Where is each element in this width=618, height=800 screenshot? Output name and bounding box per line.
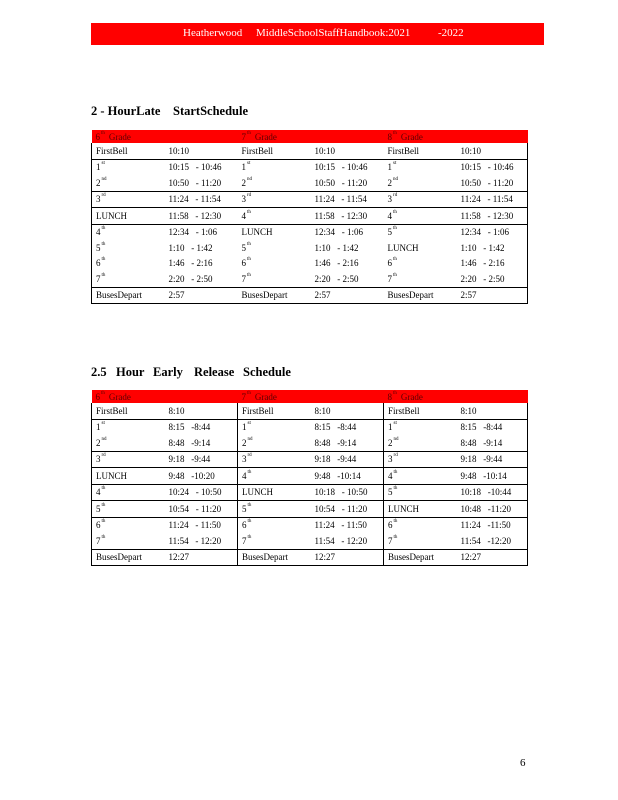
schedule-row <box>92 208 528 225</box>
schedule-row <box>92 451 528 468</box>
period-cell: LUNCH <box>387 242 419 253</box>
time-cell: 12:34 - 1:06 <box>457 224 528 240</box>
period-cell: LUNCH <box>92 468 165 485</box>
time-cell: 10:50 - 11:20 <box>457 175 528 191</box>
period-cell: 7th <box>387 272 397 284</box>
grade-header-cell: 8th Grade <box>384 130 528 143</box>
late-start-table <box>91 130 528 304</box>
period-cell: 1st <box>384 159 457 175</box>
period-cell: 3rd <box>92 451 165 468</box>
schedule-row <box>92 159 528 175</box>
time-cell: 8:15 -8:44 <box>165 419 238 435</box>
period-cell: BusesDepart <box>92 549 165 566</box>
period-cell: 1st <box>384 419 457 435</box>
schedule-row <box>92 403 528 419</box>
schedule-row <box>92 435 528 451</box>
time-cell: 2:20 - 2:50 <box>168 273 213 284</box>
time-cell: 9:18 -9:44 <box>165 451 238 468</box>
period-cell: 1st <box>238 419 311 435</box>
time-cell: 11:24 - 11:50 <box>311 517 384 533</box>
period-cell: 5th <box>384 224 457 240</box>
period-cell: 4th <box>92 484 165 501</box>
period-cell: 6th <box>92 256 165 272</box>
period-cell: 3rd <box>92 191 165 208</box>
period-cell: 6th <box>387 257 397 269</box>
header-school: Heatherwood <box>183 27 243 39</box>
header-year-end: -2022 <box>438 27 464 39</box>
period-cell: 7th <box>92 533 165 549</box>
time-cell: 11:58 - 12:30 <box>165 208 238 225</box>
period-cell: 7th <box>92 271 165 287</box>
period-cell: LUNCH <box>238 224 311 240</box>
period-cell: 4th <box>238 208 311 225</box>
period-cell: BusesDepart <box>384 287 457 304</box>
period-cell: 5th <box>92 501 165 518</box>
period-cell: 5th <box>92 240 165 256</box>
time-cell: 10:50 - 11:20 <box>314 177 368 188</box>
time-cell: 1:46 - 2:16 <box>168 258 213 269</box>
period-cell: 7th <box>384 533 457 549</box>
period-cell: 5th <box>238 501 311 518</box>
period-cell: 3rd <box>238 451 311 468</box>
period-cell: LUNCH <box>238 484 311 501</box>
period-cell: 4th <box>384 208 457 225</box>
time-cell: 10:18 - 10:50 <box>311 484 384 501</box>
schedule-row <box>92 419 528 435</box>
period-cell: BusesDepart <box>238 287 311 304</box>
grade-header-cell: 7th Grade <box>238 130 384 143</box>
period-cell: BusesDepart <box>92 287 165 304</box>
time-cell: 2:20 - 2:50 <box>314 273 359 284</box>
time-cell: 9:48 -10:14 <box>457 468 528 485</box>
schedule-row <box>92 549 528 566</box>
schedule-row <box>92 271 528 287</box>
time-cell: 8:48 -9:14 <box>168 437 211 448</box>
time-cell: 1:10 - 1:42 <box>457 240 528 256</box>
grade-header-cell: 7th Grade <box>238 390 384 403</box>
time-cell: 10:54 - 11:20 <box>311 501 384 518</box>
period-cell: 3rd <box>384 451 457 468</box>
time-cell: 2:20 - 2:50 <box>457 271 528 287</box>
schedule-row <box>92 256 528 272</box>
grade-header-cell: 6th Grade <box>92 390 238 403</box>
period-cell: LUNCH <box>384 501 457 518</box>
time-cell: 12:34 - 1:06 <box>311 224 384 240</box>
time-cell: 11:24 - 11:54 <box>311 191 384 208</box>
time-cell: 8:10 <box>314 405 331 416</box>
page-number: 6 <box>520 757 526 769</box>
time-cell: 10:54 - 11:20 <box>165 501 238 518</box>
early-release-table <box>91 390 528 566</box>
time-cell: 8:15 -8:44 <box>311 419 384 435</box>
time-cell: 2:57 <box>457 287 528 304</box>
time-cell: 8:48 -9:14 <box>314 437 357 448</box>
time-cell: 10:24 - 10:50 <box>165 484 238 501</box>
page-header <box>91 23 544 45</box>
grade-header-row <box>92 390 528 403</box>
schedule-row <box>92 533 528 549</box>
grade-header-cell: 6th Grade <box>92 130 238 143</box>
period-cell: LUNCH <box>92 208 165 225</box>
time-cell: 11:24 - 11:50 <box>165 517 238 533</box>
time-cell: 8:10 <box>168 405 185 416</box>
period-cell: 2nd <box>384 435 457 451</box>
period-cell: FirstBell <box>384 403 457 419</box>
time-cell: 9:18 -9:44 <box>457 451 528 468</box>
time-cell: 8:48 -9:14 <box>457 435 528 451</box>
period-cell: FirstBell <box>92 143 165 159</box>
period-cell: 2nd <box>238 435 311 451</box>
period-cell: BusesDepart <box>238 549 311 566</box>
schedule-row <box>92 501 528 518</box>
time-cell: 11:24 - 11:54 <box>165 191 238 208</box>
period-cell: 6th <box>92 517 165 533</box>
time-cell: 10:48 -11:20 <box>457 501 528 518</box>
time-cell: 11:58 - 12:30 <box>457 208 528 225</box>
period-cell: 1st <box>92 419 165 435</box>
period-cell: 7th <box>238 533 311 549</box>
time-cell: 12:27 <box>311 549 384 566</box>
period-cell: 1st <box>92 159 165 175</box>
time-cell: 11:54 - 12:20 <box>314 535 368 546</box>
time-cell: 10:10 <box>168 145 190 156</box>
schedule-row <box>92 484 528 501</box>
time-cell: 10:15 - 10:46 <box>165 159 238 175</box>
period-cell: 2nd <box>92 435 165 451</box>
period-cell: 3rd <box>384 191 457 208</box>
period-cell: 4th <box>92 224 165 240</box>
schedule-row <box>92 517 528 533</box>
time-cell: 10:10 <box>457 143 528 159</box>
period-cell: 2nd <box>387 176 399 188</box>
time-cell: 10:18 -10:44 <box>457 484 528 501</box>
period-cell: FirstBell <box>387 145 420 156</box>
time-cell: 1:46 - 2:16 <box>457 256 528 272</box>
schedule-row <box>92 287 528 304</box>
period-cell: 5th <box>384 484 457 501</box>
time-cell: 11:24 -11:50 <box>457 517 528 533</box>
time-cell: 2:57 <box>165 287 238 304</box>
time-cell: 10:10 <box>314 145 336 156</box>
time-cell: 2:57 <box>311 287 384 304</box>
time-cell: 10:15 - 10:46 <box>457 159 528 175</box>
period-cell: 2nd <box>241 176 253 188</box>
time-cell: 11:58 - 12:30 <box>311 208 384 225</box>
time-cell: 1:46 - 2:16 <box>314 258 359 269</box>
period-cell: 4th <box>384 468 457 485</box>
period-cell: FirstBell <box>92 403 165 419</box>
schedule-row <box>92 240 528 256</box>
time-cell: 1:10 - 1:42 <box>168 242 213 253</box>
time-cell: 8:10 <box>457 403 528 419</box>
schedule-row <box>92 224 528 240</box>
period-cell: 2nd <box>92 175 165 191</box>
time-cell: 12:27 <box>457 549 528 566</box>
time-cell: 12:34 - 1:06 <box>165 224 238 240</box>
time-cell: 9:48 -10:20 <box>165 468 238 485</box>
grade-header-row <box>92 130 528 143</box>
time-cell: 11:54 -12:20 <box>457 533 528 549</box>
period-cell: 1st <box>238 159 311 175</box>
period-cell: FirstBell <box>241 145 274 156</box>
period-cell: 6th <box>241 257 251 269</box>
period-cell: BusesDepart <box>384 549 457 566</box>
schedule-row <box>92 468 528 485</box>
time-cell: 8:15 -8:44 <box>457 419 528 435</box>
schedule-row <box>92 175 528 191</box>
schedule-row <box>92 191 528 208</box>
time-cell: 11:24 - 11:54 <box>457 191 528 208</box>
period-cell: 7th <box>241 272 251 284</box>
period-cell: 6th <box>238 517 311 533</box>
schedule-row <box>92 143 528 159</box>
period-cell: 3rd <box>238 191 311 208</box>
time-cell: 10:15 - 10:46 <box>311 159 384 175</box>
grade-header-cell: 8th Grade <box>384 390 528 403</box>
time-cell: 9:48 -10:14 <box>311 468 384 485</box>
time-cell: 9:18 -9:44 <box>311 451 384 468</box>
period-cell: 4th <box>238 468 311 485</box>
period-cell: 5th <box>241 241 251 253</box>
time-cell: 11:54 - 12:20 <box>168 535 222 546</box>
time-cell: 10:50 - 11:20 <box>168 177 222 188</box>
period-cell: 6th <box>384 517 457 533</box>
time-cell: 1:10 - 1:42 <box>314 242 359 253</box>
time-cell: 12:27 <box>165 549 238 566</box>
header-handbook: MiddleSchoolStaffHandbook:2021 <box>256 27 411 39</box>
period-cell: FirstBell <box>238 403 311 419</box>
